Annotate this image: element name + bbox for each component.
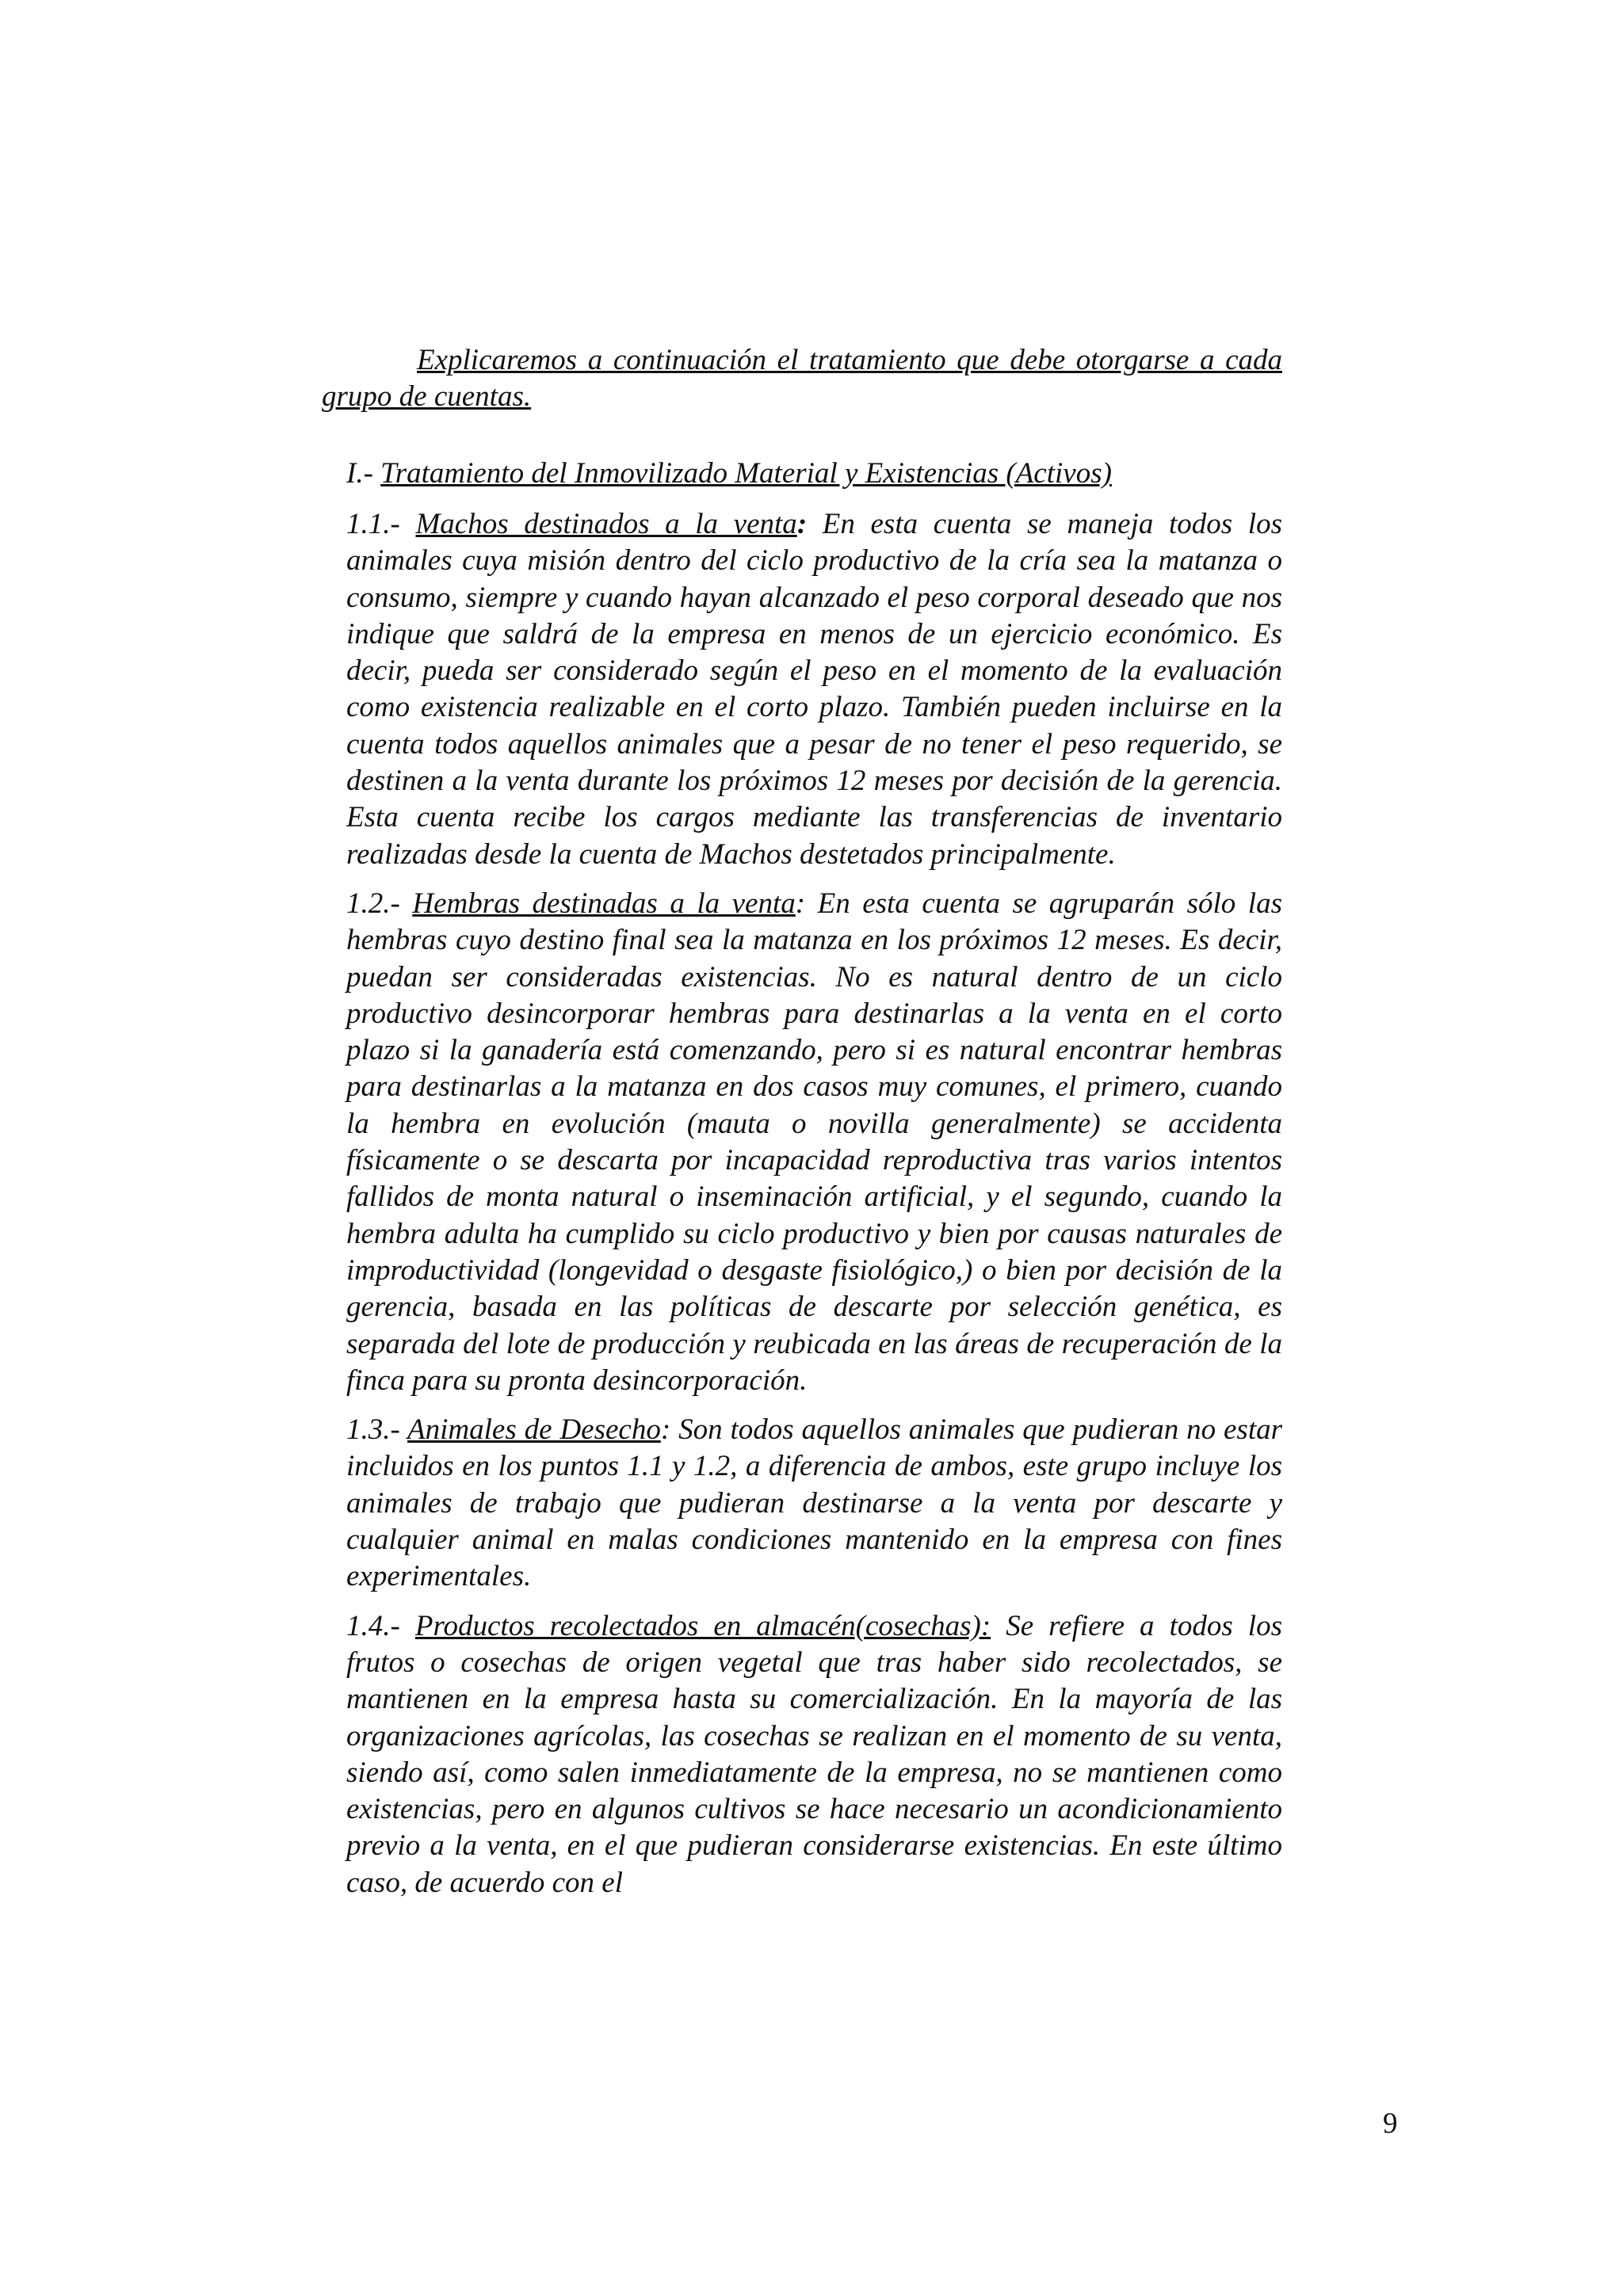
paragraph-number: 1.3.- bbox=[346, 1413, 408, 1447]
paragraph-text: En esta cuenta se maneja todos los animales cuya misión dentro del ciclo productivo de la cría sea la matanza o consumo, siempre y cuando hayan alcanzado el peso corporal deseado que nos indique que saldrá de la empresa en menos de un ejercicio económico. Es decir, pueda ser considerado según el peso en el momento de la evaluación como existencia realizable en el corto plazo. También pueden incluirse en la cuenta todos aquellos animales que a pesar de no tener el peso requerido, se destinen a la venta durante los próximos 12 meses por decisión de la gerencia. Esta cuenta recibe los cargos mediante las transferencias de inventario realizadas desde la cuenta de Machos destetados principalmente. bbox=[346, 508, 1282, 871]
paragraph-1-1 bbox=[346, 506, 1282, 873]
document-body bbox=[346, 506, 1282, 1914]
paragraph-text: En esta cuenta se agruparán sólo las hembras cuyo destino final sea la matanza en los próximos 12 meses. Es decir, puedan ser consideradas existencias. No es natural dentro de un ciclo productivo desincorporar hembras para destinarlas a la venta en el corto plazo si la ganadería está comenzando, pero si es natural encontrar hembras para destinarlas a la matanza en dos casos muy comunes, el primero, cuando la hembra en evolución (mauta o novilla generalmente) se accidenta físicamente o se descarta por incapacidad reproductiva tras varios intentos fallidos de monta natural o inseminación artificial, y el segundo, cuando la hembra adulta ha cumplido su ciclo productivo y bien por causas naturales de improductividad (longevidad o desgaste fisiológico,) o bien por decisión de la gerencia, basada en las políticas de descarte por selección genética, es separada del lote de producción y reubicada en las áreas de recuperación de la finca para su pronta desincorporación. bbox=[346, 887, 1282, 1397]
paragraph-separator: : bbox=[796, 508, 808, 540]
intro-paragraph bbox=[322, 342, 1282, 415]
paragraph-title: Animales de Desecho bbox=[407, 1413, 661, 1447]
paragraph-title: Productos recolectados en almacén(cosechas): bbox=[414, 1609, 991, 1642]
page-number: 9 bbox=[1383, 2107, 1398, 2140]
paragraph-separator: : bbox=[660, 1413, 671, 1447]
intro-text: Explicaremos a continuación el tratamiento que debe otorgarse a cada grupo de cuentas. bbox=[322, 344, 1282, 413]
paragraph-1-4 bbox=[346, 1608, 1282, 1901]
section-heading-title: Tratamiento del Inmovilizado Material y Existencias (Activos) bbox=[380, 457, 1112, 490]
paragraph-1-2 bbox=[346, 886, 1282, 1399]
paragraph-number: 1.1.- bbox=[346, 508, 416, 540]
paragraph-text: Se refiere a todos los frutos o cosechas de origen vegetal que tras haber sido recolectados, se mantienen en la empresa hasta su comercialización. En la mayoría de las organizaciones agrícolas, las cosechas se realizan en el momento de su venta, siendo así, como salen inmediatamente de la empresa, no se mantienen como existencias, pero en algunos cultivos se hace necesario un acondicionamiento previo a la venta, en el que pudieran considerarse existencias. En este último caso, de acuerdo con el bbox=[346, 1609, 1282, 1899]
paragraph-title: Hembras destinadas a la venta bbox=[412, 887, 796, 920]
paragraph-number: 1.4.- bbox=[346, 1609, 415, 1642]
paragraph-title: Machos destinados a la venta bbox=[415, 508, 797, 540]
section-heading-prefix: I.- bbox=[346, 457, 381, 490]
paragraph-separator: : bbox=[795, 887, 806, 920]
section-heading bbox=[346, 456, 1282, 492]
paragraph-text: Son todos aquellos animales que pudieran no estar incluidos en los puntos 1.1 y 1.2, a diferencia de ambos, este grupo incluye los animales de trabajo que pudieran destinarse a la venta por descarte y cualquier animal en malas condiciones mantenido en la empresa con fines experimentales. bbox=[346, 1413, 1282, 1593]
paragraph-1-3 bbox=[346, 1412, 1282, 1595]
paragraph-number: 1.2.- bbox=[346, 887, 413, 920]
